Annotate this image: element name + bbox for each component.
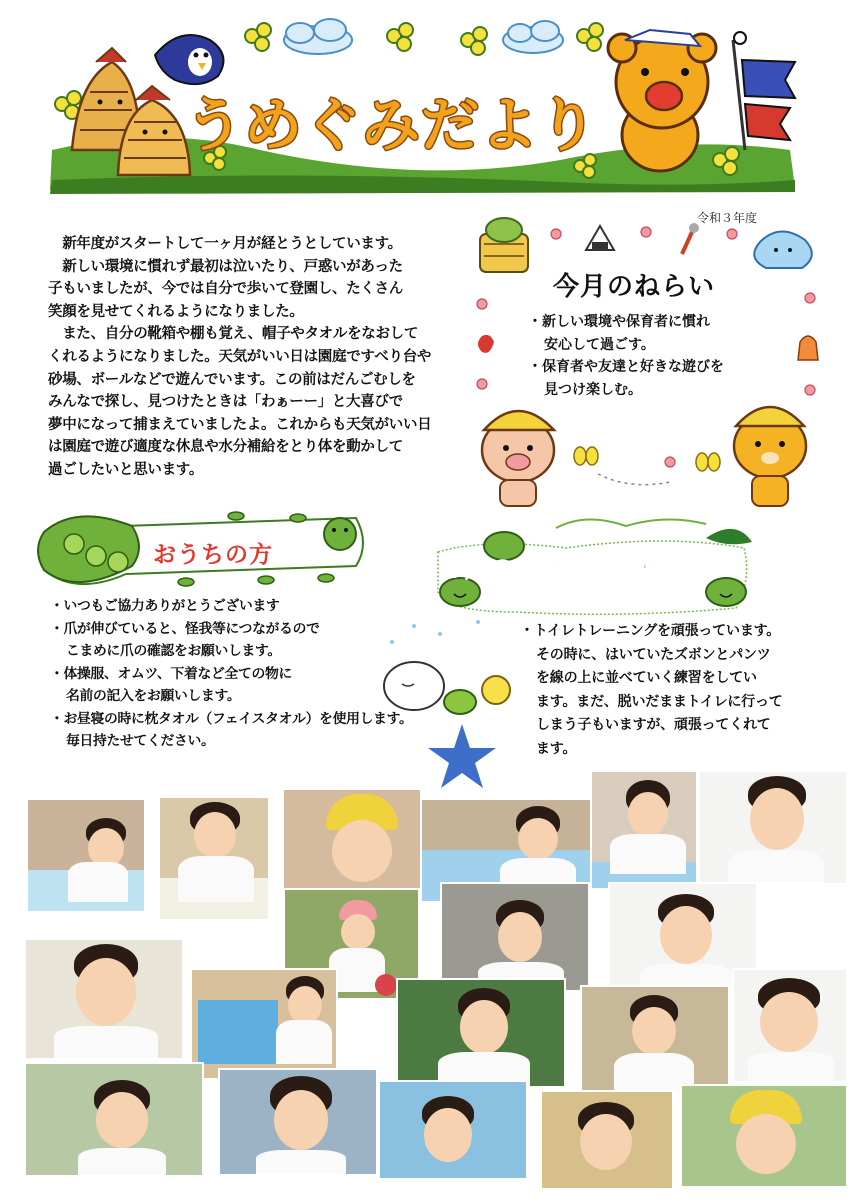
home-notice-line: ・お昼寝の時に枕タオル（フェイスタオル）を使用します。	[50, 710, 413, 727]
newsletter-header	[0, 0, 850, 225]
child-photo	[26, 798, 146, 913]
intro-line: 新しい環境に慣れず最初は泣いたり、戸惑いがあった	[48, 258, 403, 275]
child-photo	[396, 978, 566, 1088]
home-notice-line: ・爪が伸びていると、怪我等につながるので	[50, 620, 320, 637]
child-photo	[698, 770, 848, 885]
child-photo	[218, 1068, 378, 1176]
goal-item: 見つけ楽しむ。	[544, 381, 642, 398]
monthly-goals-list	[528, 311, 778, 401]
kids-report	[520, 620, 820, 761]
fiscal-year-label: 令和３年度	[697, 211, 758, 225]
butterfly-icon	[574, 447, 720, 471]
intro-line: くれるようになりました。天気がいい日は園庭ですべり台や	[48, 348, 432, 365]
intro-line: 夢中になって捕まえていましたよ。これからも天気がいい日	[48, 416, 432, 433]
child-photo	[540, 1090, 674, 1190]
goal-item: ・保育者や友達と好きな遊びを	[528, 359, 724, 375]
intro-message	[48, 233, 478, 482]
carp-streamer-icon	[733, 32, 795, 150]
strawberry-icon	[478, 335, 494, 353]
frog-character	[444, 690, 476, 714]
newsletter-title: うめぐみだより	[185, 91, 599, 159]
kids-report-line: ます。	[536, 740, 577, 757]
child-photo	[24, 1062, 204, 1177]
intro-line: 笑顔を見せてくれるようになりました。	[48, 303, 304, 320]
intro-line: 子もいましたが、今では自分で歩いて登園し、たくさん	[48, 281, 403, 298]
home-section-heading: おうちの方	[153, 542, 273, 568]
bird-icon	[155, 35, 223, 84]
cloud-icon	[503, 21, 563, 53]
pig-character	[482, 411, 554, 506]
kids-report-line: しまう子もいますが、頑張ってくれて	[536, 717, 771, 733]
chick-character	[482, 676, 510, 704]
child-photo	[680, 1084, 848, 1188]
octopus-sausage-icon	[798, 336, 818, 360]
kids-report-line: ・トイレトレーニングを頑張っています。	[520, 623, 781, 639]
child-photo	[158, 796, 270, 921]
cloud-icon	[284, 19, 352, 54]
intro-line: 新年度がスタートして一ヶ月が経とうとしています。	[48, 236, 402, 252]
monthly-goals-title: 今月のねらい	[553, 272, 716, 302]
home-notice-line: ・いつもご協力ありがとうございます	[50, 598, 280, 614]
bento-bundle-icon	[754, 231, 812, 268]
child-photo	[24, 938, 184, 1060]
kids-report-line: その時に、はいていたズボンとパンツ	[536, 646, 771, 663]
intro-line: みんなで探し、見つけたときは「わぁーー」と大喜びで	[48, 394, 403, 411]
child-photo	[282, 788, 422, 900]
basket-icon	[480, 218, 528, 272]
fork-icon	[682, 223, 699, 254]
kids-section-heading: ４月の子ども達の様子	[440, 555, 690, 583]
goal-item: ・新しい環境や保育者に慣れ	[528, 314, 710, 330]
child-photo	[580, 985, 730, 1097]
intro-line: 過ごしたいと思います。	[48, 461, 204, 478]
onigiri-icon	[586, 226, 614, 251]
child-photo	[590, 770, 698, 890]
child-photo	[190, 968, 338, 1080]
kids-report-line: ます。まだ、脱いだままトイレに行って	[536, 693, 783, 710]
child-photo	[440, 882, 590, 992]
kids-report-line: を線の上に並べていく練習をしてい	[536, 670, 757, 686]
child-photo	[378, 1080, 528, 1180]
home-notice-line: こまめに爪の確認をお願いします。	[66, 643, 281, 659]
home-notice-line: 名前の記入をお願いします。	[66, 688, 241, 704]
pea-character	[324, 518, 356, 550]
intro-line: 砂場、ボールなどで遊んでいます。この前はだんごむしを	[48, 371, 416, 388]
photo-collage	[0, 770, 850, 1202]
child-photo	[732, 968, 848, 1083]
home-notice-line: 毎日持たせてください。	[66, 733, 215, 749]
home-notice-line: ・体操服、オムツ、下着など全ての物に	[50, 665, 292, 682]
sparkle-icon	[390, 620, 480, 644]
leaf-icon	[706, 529, 752, 544]
intro-line: は園庭で遊び適度な休息や水分補給をとり体を動かして	[48, 439, 403, 456]
goal-item: 安心して過ごす。	[544, 336, 655, 353]
intro-line: また、自分の靴箱や棚も覚え、帽子やタオルをなおして	[48, 326, 419, 343]
dog-character	[384, 662, 444, 710]
bear-character	[734, 407, 806, 506]
